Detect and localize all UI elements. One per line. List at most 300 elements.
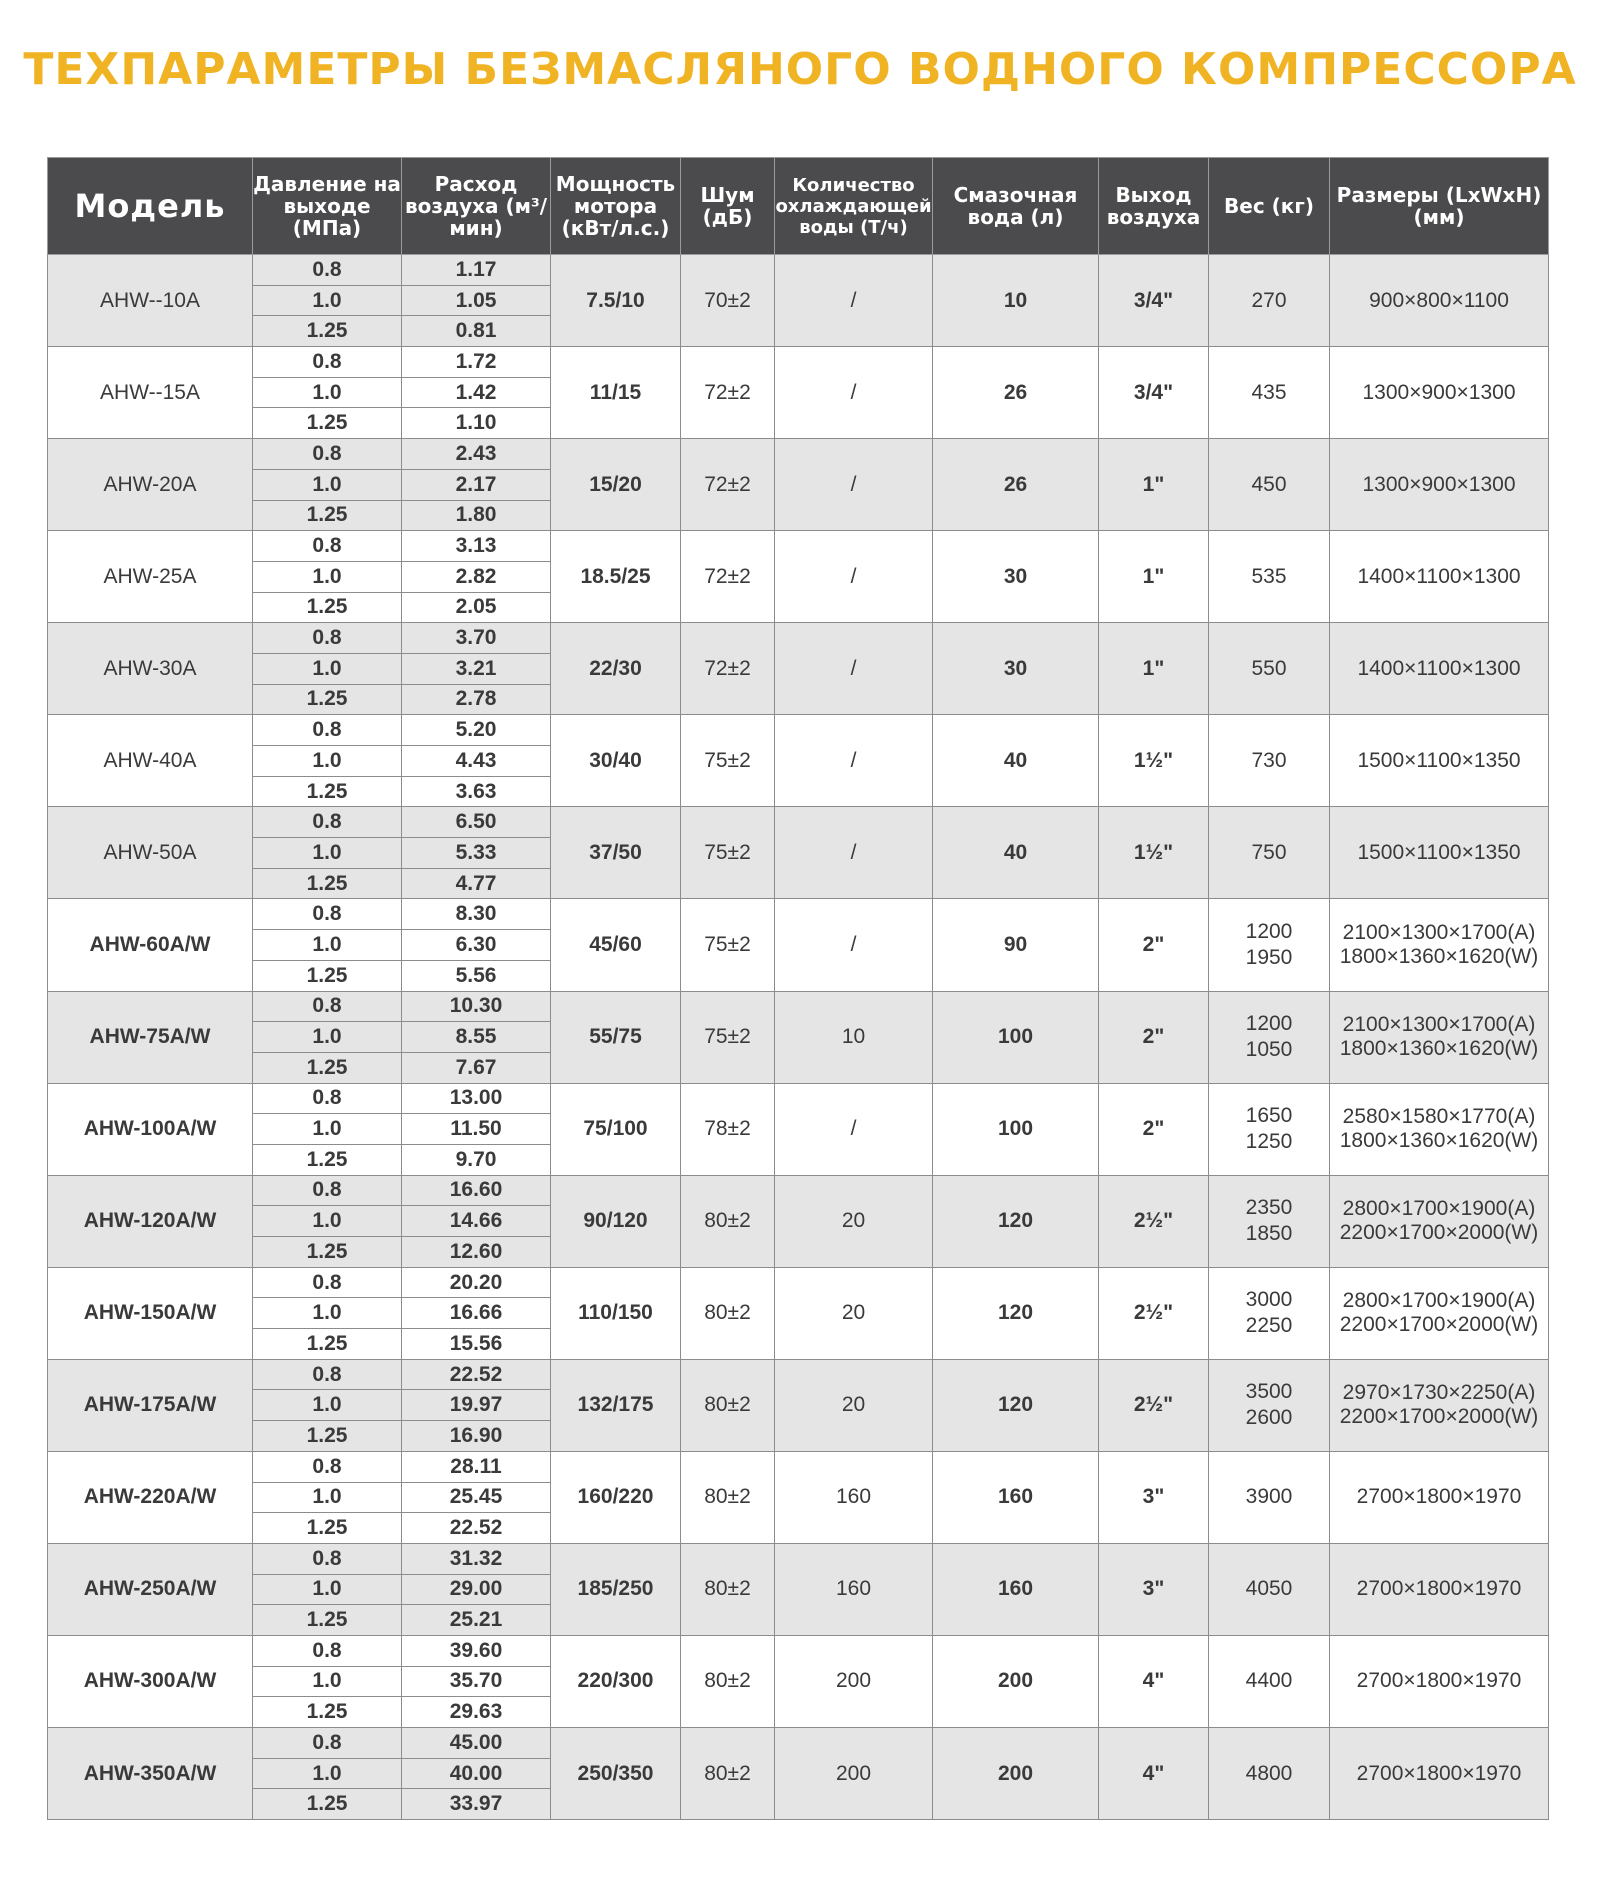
flow-cell: 8.55 — [402, 1022, 551, 1053]
outlet-cell: 2" — [1099, 899, 1209, 991]
dims-cell — [1330, 1635, 1549, 1727]
weight-value: 550 — [1251, 656, 1287, 680]
outlet-cell: 2" — [1099, 1083, 1209, 1175]
lube-cell: 100 — [933, 1083, 1099, 1175]
pressure-cell: 0.8 — [253, 1175, 402, 1206]
flow-cell: 3.63 — [402, 776, 551, 807]
model-cell: AHW-175A/W — [48, 1359, 253, 1451]
lube-cell: 26 — [933, 347, 1099, 439]
weight-value: 1950 — [1245, 945, 1293, 969]
dims-value: 2700×1800×1970 — [1356, 1577, 1522, 1601]
pressure-cell: 1.25 — [253, 408, 402, 439]
table-row — [48, 1359, 1549, 1390]
cooling-cell: 20 — [775, 1267, 933, 1359]
pressure-cell: 0.8 — [253, 1083, 402, 1114]
pressure-cell: 0.8 — [253, 1267, 402, 1298]
pressure-cell: 1.25 — [253, 776, 402, 807]
pressure-cell: 1.0 — [253, 285, 402, 316]
flow-cell: 39.60 — [402, 1635, 551, 1666]
pressure-cell: 0.8 — [253, 623, 402, 654]
lube-cell: 40 — [933, 807, 1099, 899]
power-cell: 11/15 — [551, 347, 681, 439]
pressure-cell: 1.25 — [253, 1052, 402, 1083]
flow-cell: 22.52 — [402, 1359, 551, 1390]
weight-value: 1650 — [1245, 1104, 1293, 1128]
power-cell: 18.5/25 — [551, 531, 681, 623]
flow-cell: 22.52 — [402, 1513, 551, 1544]
lube-cell: 26 — [933, 439, 1099, 531]
flow-cell: 2.43 — [402, 439, 551, 470]
weight-value: 4400 — [1245, 1669, 1293, 1693]
weight-cell — [1209, 1635, 1330, 1727]
dims-cell — [1330, 1267, 1549, 1359]
cooling-cell: / — [775, 255, 933, 347]
dims-value: 2200×1700×2000(W) — [1339, 1405, 1539, 1429]
dims-value: 1500×1100×1350 — [1357, 840, 1521, 864]
pressure-cell: 1.25 — [253, 684, 402, 715]
flow-cell: 33.97 — [402, 1789, 551, 1820]
power-cell: 37/50 — [551, 807, 681, 899]
model-cell: AHW--15A — [48, 347, 253, 439]
weight-cell — [1209, 1083, 1330, 1175]
model-cell: AHW-300A/W — [48, 1635, 253, 1727]
weight-value: 270 — [1251, 288, 1287, 312]
weight-value: 750 — [1251, 840, 1287, 864]
header-lube: Смазочная вода (л) — [933, 158, 1099, 255]
dims-cell — [1330, 347, 1549, 439]
weight-value: 1200 — [1245, 1012, 1293, 1036]
noise-cell: 80±2 — [681, 1543, 775, 1635]
weight-value: 1850 — [1245, 1222, 1293, 1246]
cooling-cell: / — [775, 899, 933, 991]
dims-cell — [1330, 715, 1549, 807]
pressure-cell: 1.25 — [253, 1421, 402, 1452]
flow-cell: 25.45 — [402, 1482, 551, 1513]
weight-value: 435 — [1251, 380, 1287, 404]
header-noise: Шум (дБ) — [681, 158, 775, 255]
lube-cell: 30 — [933, 531, 1099, 623]
pressure-cell: 0.8 — [253, 531, 402, 562]
dims-value: 2100×1300×1700(A) — [1342, 920, 1536, 944]
pressure-cell: 1.0 — [253, 1666, 402, 1697]
model-cell: AHW-250A/W — [48, 1543, 253, 1635]
flow-cell: 29.00 — [402, 1574, 551, 1605]
weight-value: 535 — [1251, 564, 1287, 588]
pressure-cell: 0.8 — [253, 1728, 402, 1759]
weight-cell — [1209, 255, 1330, 347]
weight-value: 1200 — [1245, 919, 1293, 943]
model-cell: AHW-75A/W — [48, 991, 253, 1083]
flow-cell: 31.32 — [402, 1543, 551, 1574]
pressure-cell: 1.0 — [253, 469, 402, 500]
lube-cell: 100 — [933, 991, 1099, 1083]
pressure-cell: 1.25 — [253, 500, 402, 531]
flow-cell: 19.97 — [402, 1390, 551, 1421]
header-outlet: Выход воздуха — [1099, 158, 1209, 255]
dims-value: 2700×1800×1970 — [1356, 1485, 1522, 1509]
lube-cell: 30 — [933, 623, 1099, 715]
pressure-cell: 0.8 — [253, 439, 402, 470]
table-row — [48, 715, 1549, 746]
model-cell: AHW-40A — [48, 715, 253, 807]
dims-value: 2800×1700×1900(A) — [1342, 1289, 1536, 1313]
header-cooling: Количество охлаждающей воды (Т/ч) — [775, 158, 933, 255]
noise-cell: 80±2 — [681, 1451, 775, 1543]
power-cell: 90/120 — [551, 1175, 681, 1267]
weight-cell — [1209, 991, 1330, 1083]
pressure-cell: 1.25 — [253, 868, 402, 899]
flow-cell: 12.60 — [402, 1237, 551, 1268]
table-row — [48, 1267, 1549, 1298]
flow-cell: 14.66 — [402, 1206, 551, 1237]
dims-cell — [1330, 899, 1549, 991]
cooling-cell: 200 — [775, 1728, 933, 1820]
table-row — [48, 1728, 1549, 1759]
lube-cell: 200 — [933, 1635, 1099, 1727]
dims-value: 1400×1100×1300 — [1357, 564, 1521, 588]
power-cell: 55/75 — [551, 991, 681, 1083]
spec-table — [47, 157, 1549, 1820]
power-cell: 132/175 — [551, 1359, 681, 1451]
power-cell: 160/220 — [551, 1451, 681, 1543]
weight-cell — [1209, 1267, 1330, 1359]
dims-value: 2700×1800×1970 — [1356, 1669, 1522, 1693]
table-row — [48, 439, 1549, 470]
flow-cell: 45.00 — [402, 1728, 551, 1759]
pressure-cell: 0.8 — [253, 715, 402, 746]
dims-value: 1500×1100×1350 — [1357, 748, 1521, 772]
table-body — [48, 255, 1549, 1820]
weight-cell — [1209, 531, 1330, 623]
dims-cell — [1330, 1451, 1549, 1543]
noise-cell: 80±2 — [681, 1359, 775, 1451]
dims-value: 2580×1580×1770(A) — [1342, 1105, 1536, 1129]
pressure-cell: 1.25 — [253, 1605, 402, 1636]
lube-cell: 120 — [933, 1175, 1099, 1267]
weight-cell — [1209, 1543, 1330, 1635]
flow-cell: 3.70 — [402, 623, 551, 654]
noise-cell: 80±2 — [681, 1175, 775, 1267]
cooling-cell: / — [775, 439, 933, 531]
outlet-cell: 3" — [1099, 1451, 1209, 1543]
flow-cell: 16.60 — [402, 1175, 551, 1206]
flow-cell: 5.56 — [402, 960, 551, 991]
weight-value: 1250 — [1245, 1130, 1293, 1154]
weight-cell — [1209, 1451, 1330, 1543]
dims-cell — [1330, 255, 1549, 347]
pressure-cell: 1.25 — [253, 1329, 402, 1360]
header-power: Мощность мотора (кВт/л.с.) — [551, 158, 681, 255]
dims-value: 1800×1360×1620(W) — [1339, 1129, 1539, 1153]
flow-cell: 20.20 — [402, 1267, 551, 1298]
pressure-cell: 1.0 — [253, 561, 402, 592]
pressure-cell: 1.0 — [253, 930, 402, 961]
flow-cell: 35.70 — [402, 1666, 551, 1697]
weight-value: 730 — [1251, 748, 1287, 772]
table-row — [48, 807, 1549, 838]
flow-cell: 5.20 — [402, 715, 551, 746]
flow-cell: 6.30 — [402, 930, 551, 961]
model-cell: AHW-50A — [48, 807, 253, 899]
power-cell: 30/40 — [551, 715, 681, 807]
weight-value: 2250 — [1245, 1314, 1293, 1338]
outlet-cell: 2" — [1099, 991, 1209, 1083]
pressure-cell: 1.0 — [253, 1206, 402, 1237]
noise-cell: 72±2 — [681, 347, 775, 439]
dims-cell — [1330, 531, 1549, 623]
cooling-cell: 160 — [775, 1543, 933, 1635]
dims-cell — [1330, 1175, 1549, 1267]
outlet-cell: 3" — [1099, 1543, 1209, 1635]
table-row — [48, 1451, 1549, 1482]
power-cell: 22/30 — [551, 623, 681, 715]
dims-value: 2970×1730×2250(A) — [1342, 1381, 1536, 1405]
lube-cell: 160 — [933, 1543, 1099, 1635]
cooling-cell: 20 — [775, 1175, 933, 1267]
power-cell: 250/350 — [551, 1728, 681, 1820]
noise-cell: 72±2 — [681, 439, 775, 531]
pressure-cell: 0.8 — [253, 1451, 402, 1482]
dims-cell — [1330, 1543, 1549, 1635]
flow-cell: 2.17 — [402, 469, 551, 500]
weight-value: 2350 — [1245, 1196, 1293, 1220]
dims-cell — [1330, 439, 1549, 531]
table-row — [48, 1175, 1549, 1206]
flow-cell: 1.42 — [402, 377, 551, 408]
lube-cell: 160 — [933, 1451, 1099, 1543]
cooling-cell: / — [775, 715, 933, 807]
noise-cell: 75±2 — [681, 807, 775, 899]
flow-cell: 4.77 — [402, 868, 551, 899]
table-row — [48, 347, 1549, 378]
pressure-cell: 1.0 — [253, 377, 402, 408]
dims-value: 2200×1700×2000(W) — [1339, 1221, 1539, 1245]
lube-cell: 40 — [933, 715, 1099, 807]
weight-cell — [1209, 899, 1330, 991]
outlet-cell: 1½" — [1099, 715, 1209, 807]
pressure-cell: 1.25 — [253, 1789, 402, 1820]
pressure-cell: 0.8 — [253, 1543, 402, 1574]
cooling-cell: / — [775, 531, 933, 623]
header-model: Модель — [48, 158, 253, 255]
flow-cell: 1.05 — [402, 285, 551, 316]
noise-cell: 80±2 — [681, 1267, 775, 1359]
weight-cell — [1209, 347, 1330, 439]
weight-cell — [1209, 1728, 1330, 1820]
table-row — [48, 1635, 1549, 1666]
lube-cell: 10 — [933, 255, 1099, 347]
flow-cell: 4.43 — [402, 746, 551, 777]
dims-value: 1800×1360×1620(W) — [1339, 944, 1539, 968]
flow-cell: 10.30 — [402, 991, 551, 1022]
weight-value: 4050 — [1245, 1577, 1293, 1601]
pressure-cell: 1.0 — [253, 1298, 402, 1329]
noise-cell: 80±2 — [681, 1635, 775, 1727]
outlet-cell: 1" — [1099, 623, 1209, 715]
noise-cell: 75±2 — [681, 899, 775, 991]
pressure-cell: 1.0 — [253, 1390, 402, 1421]
model-cell: AHW-350A/W — [48, 1728, 253, 1820]
lube-cell: 120 — [933, 1267, 1099, 1359]
power-cell: 110/150 — [551, 1267, 681, 1359]
power-cell: 15/20 — [551, 439, 681, 531]
pressure-cell: 1.0 — [253, 653, 402, 684]
flow-cell: 2.82 — [402, 561, 551, 592]
pressure-cell: 1.0 — [253, 1758, 402, 1789]
cooling-cell: / — [775, 623, 933, 715]
pressure-cell: 1.0 — [253, 1114, 402, 1145]
pressure-cell: 0.8 — [253, 991, 402, 1022]
lube-cell: 200 — [933, 1728, 1099, 1820]
pressure-cell: 1.25 — [253, 1513, 402, 1544]
dims-cell — [1330, 1728, 1549, 1820]
pressure-cell: 1.25 — [253, 1237, 402, 1268]
flow-cell: 25.21 — [402, 1605, 551, 1636]
flow-cell: 1.72 — [402, 347, 551, 378]
pressure-cell: 1.0 — [253, 1482, 402, 1513]
model-cell: AHW-150A/W — [48, 1267, 253, 1359]
table-row — [48, 531, 1549, 562]
cooling-cell: 200 — [775, 1635, 933, 1727]
weight-cell — [1209, 715, 1330, 807]
header-dims: Размеры (LxWxH) (мм) — [1330, 158, 1549, 255]
flow-cell: 5.33 — [402, 838, 551, 869]
flow-cell: 0.81 — [402, 316, 551, 347]
flow-cell: 2.05 — [402, 592, 551, 623]
outlet-cell: 2½" — [1099, 1359, 1209, 1451]
cooling-cell: / — [775, 807, 933, 899]
power-cell: 185/250 — [551, 1543, 681, 1635]
power-cell: 45/60 — [551, 899, 681, 991]
flow-cell: 40.00 — [402, 1758, 551, 1789]
dims-cell — [1330, 991, 1549, 1083]
weight-value: 450 — [1251, 472, 1287, 496]
lube-cell: 120 — [933, 1359, 1099, 1451]
noise-cell: 72±2 — [681, 623, 775, 715]
noise-cell: 78±2 — [681, 1083, 775, 1175]
flow-cell: 9.70 — [402, 1144, 551, 1175]
flow-cell: 1.10 — [402, 408, 551, 439]
dims-value: 1800×1360×1620(W) — [1339, 1037, 1539, 1061]
outlet-cell: 1½" — [1099, 807, 1209, 899]
noise-cell: 72±2 — [681, 531, 775, 623]
dims-cell — [1330, 1083, 1549, 1175]
outlet-cell: 2½" — [1099, 1175, 1209, 1267]
outlet-cell: 4" — [1099, 1728, 1209, 1820]
outlet-cell: 3/4" — [1099, 255, 1209, 347]
weight-value: 4800 — [1245, 1761, 1293, 1785]
flow-cell: 2.78 — [402, 684, 551, 715]
model-cell: AHW-100A/W — [48, 1083, 253, 1175]
table-row — [48, 255, 1549, 286]
dims-value: 1400×1100×1300 — [1357, 656, 1521, 680]
noise-cell: 75±2 — [681, 991, 775, 1083]
model-cell: AHW--10A — [48, 255, 253, 347]
table-row — [48, 623, 1549, 654]
model-cell: AHW-60A/W — [48, 899, 253, 991]
dims-value: 2700×1800×1970 — [1356, 1761, 1522, 1785]
flow-cell: 7.67 — [402, 1052, 551, 1083]
flow-cell: 16.66 — [402, 1298, 551, 1329]
weight-value: 3000 — [1245, 1288, 1293, 1312]
table-row — [48, 1083, 1549, 1114]
pressure-cell: 1.25 — [253, 592, 402, 623]
table-row — [48, 899, 1549, 930]
flow-cell: 1.80 — [402, 500, 551, 531]
noise-cell: 70±2 — [681, 255, 775, 347]
model-cell: AHW-30A — [48, 623, 253, 715]
table-row — [48, 1543, 1549, 1574]
flow-cell: 16.90 — [402, 1421, 551, 1452]
noise-cell: 75±2 — [681, 715, 775, 807]
flow-cell: 3.21 — [402, 653, 551, 684]
pressure-cell: 1.0 — [253, 838, 402, 869]
cooling-cell: 20 — [775, 1359, 933, 1451]
flow-cell: 6.50 — [402, 807, 551, 838]
pressure-cell: 0.8 — [253, 255, 402, 286]
outlet-cell: 2½" — [1099, 1267, 1209, 1359]
weight-value: 3500 — [1245, 1380, 1293, 1404]
cooling-cell: / — [775, 1083, 933, 1175]
dims-value: 2800×1700×1900(A) — [1342, 1197, 1536, 1221]
flow-cell: 28.11 — [402, 1451, 551, 1482]
pressure-cell: 0.8 — [253, 1359, 402, 1390]
flow-cell: 8.30 — [402, 899, 551, 930]
header-flow: Расход воздуха (м³/мин) — [402, 158, 551, 255]
weight-value: 1050 — [1245, 1038, 1293, 1062]
flow-cell: 15.56 — [402, 1329, 551, 1360]
weight-cell — [1209, 439, 1330, 531]
cooling-cell: 160 — [775, 1451, 933, 1543]
flow-cell: 11.50 — [402, 1114, 551, 1145]
dims-cell — [1330, 623, 1549, 715]
weight-value: 2600 — [1245, 1406, 1293, 1430]
pressure-cell: 0.8 — [253, 899, 402, 930]
pressure-cell: 0.8 — [253, 807, 402, 838]
weight-cell — [1209, 1359, 1330, 1451]
model-cell: AHW-25A — [48, 531, 253, 623]
pressure-cell: 1.0 — [253, 1574, 402, 1605]
dims-value: 2100×1300×1700(A) — [1342, 1013, 1536, 1037]
outlet-cell: 3/4" — [1099, 347, 1209, 439]
pressure-cell: 0.8 — [253, 347, 402, 378]
weight-cell — [1209, 1175, 1330, 1267]
noise-cell: 80±2 — [681, 1728, 775, 1820]
pressure-cell: 1.25 — [253, 1697, 402, 1728]
pressure-cell: 1.0 — [253, 1022, 402, 1053]
pressure-cell: 0.8 — [253, 1635, 402, 1666]
dims-value: 1300×900×1300 — [1362, 472, 1516, 496]
model-cell: AHW-20A — [48, 439, 253, 531]
dims-value: 1300×900×1300 — [1362, 380, 1516, 404]
dims-value: 900×800×1100 — [1369, 288, 1509, 312]
cooling-cell: 10 — [775, 991, 933, 1083]
flow-cell: 3.13 — [402, 531, 551, 562]
lube-cell: 90 — [933, 899, 1099, 991]
outlet-cell: 1" — [1099, 439, 1209, 531]
pressure-cell: 1.0 — [253, 746, 402, 777]
cooling-cell: / — [775, 347, 933, 439]
table-row — [48, 991, 1549, 1022]
page-title: ТЕХПАРАМЕТРЫ БЕЗМАСЛЯНОГО ВОДНОГО КОМПРЕССОРА — [23, 44, 1577, 95]
flow-cell: 13.00 — [402, 1083, 551, 1114]
flow-cell: 29.63 — [402, 1697, 551, 1728]
flow-cell: 1.17 — [402, 255, 551, 286]
weight-cell — [1209, 623, 1330, 715]
weight-cell — [1209, 807, 1330, 899]
weight-value: 3900 — [1245, 1485, 1293, 1509]
pressure-cell: 1.25 — [253, 960, 402, 991]
